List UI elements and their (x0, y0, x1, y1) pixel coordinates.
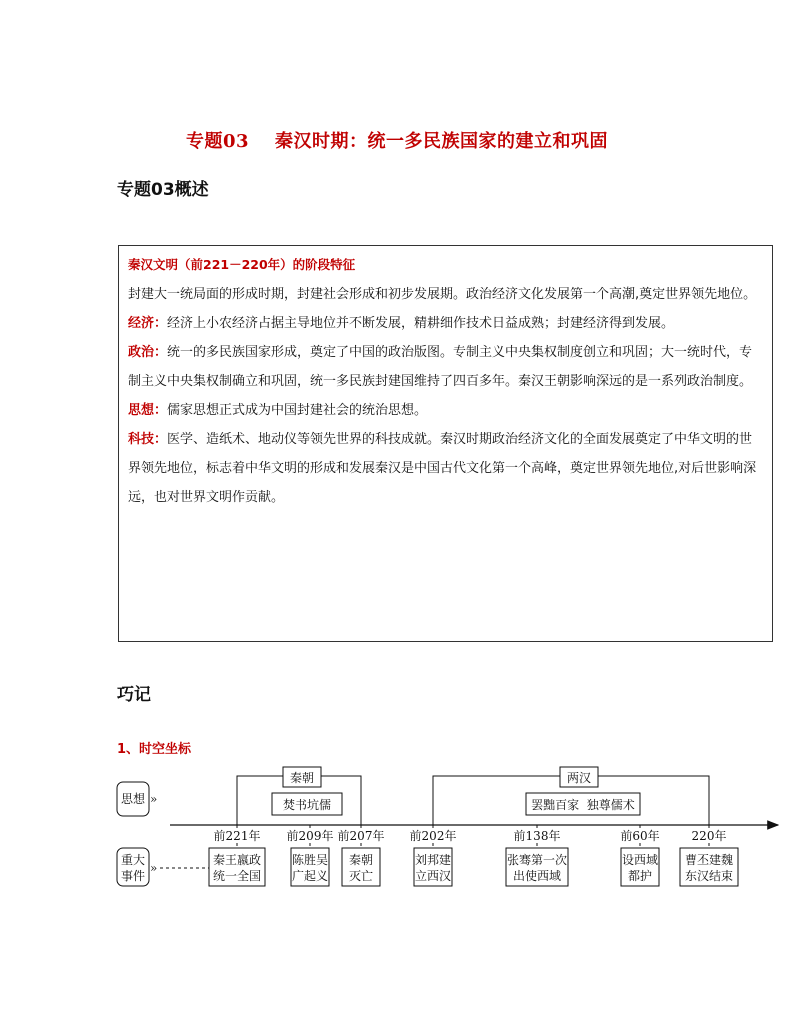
event-text: 曹丕建魏 (684, 853, 734, 867)
overview-heading: 专题03概述 (117, 180, 209, 200)
event-text: 统一全国 (212, 869, 262, 883)
events-chevron-icon: » (150, 861, 158, 875)
han-thought: 罢黜百家 独尊儒术 (531, 798, 635, 812)
thought-chevron-icon: » (150, 792, 158, 806)
event-text: 秦王嬴政 (212, 853, 262, 867)
timeline-year: 前221年 (213, 829, 261, 843)
event-text: 立西汉 (414, 869, 452, 883)
thought-label: 思想 (120, 792, 146, 806)
event-text: 都护 (627, 869, 653, 883)
memory-heading: 巧记 (117, 685, 151, 705)
section-text: 统一的多民族国家形成，奠定了中国的政治版图。专制主义中央集权制度创立和巩固；大一统时代，专制主义中央集权制确立和巩固，统一多民族封建国维持了四百多年。秦汉王朝影响深远的是一系列政治制度。 (128, 345, 753, 389)
section-text: 医学、造纸术、地动仪等领先世界的科技成就。秦汉时期政治经济文化的全面发展奠定了中华文明的世界领先地位，标志着中华文明的形成和发展秦汉是中国古代文化第一个高峰，奠定世界领先地位,对后世影响深远，也对世界文明作贡献。 (128, 432, 757, 505)
timeline-year: 前60年 (620, 829, 660, 843)
timeline-year: 前207年 (337, 829, 385, 843)
timeline-year: 前202年 (409, 829, 457, 843)
event-text: 张骞第一次 (506, 853, 568, 867)
qin-label: 秦朝 (289, 771, 315, 785)
event-text: 设西域 (621, 853, 659, 867)
timeline-year: 前138年 (513, 829, 561, 843)
timeline-year: 220年 (691, 829, 727, 843)
timeline-year: 前209年 (286, 829, 334, 843)
events-label-line1: 重大 (120, 853, 146, 867)
timeline-subheading: 1、时空坐标 (117, 742, 192, 757)
event-text: 出使西域 (512, 869, 562, 883)
event-text: 东汉结束 (684, 869, 734, 883)
title-text: 秦汉时期：统一多民族国家的建立和巩固 (275, 131, 609, 152)
section-label: 科技： (128, 432, 168, 447)
section-text: 经济上小农经济占据主导地位并不断发展，精耕细作技术日益成熟；封建经济得到发展。 (167, 316, 675, 331)
event-text: 刘邦建 (414, 853, 452, 867)
qin-thought: 焚书坑儒 (282, 798, 332, 812)
box-heading: 秦汉文明（前221－220年）的阶段特征 (128, 257, 356, 272)
han-label: 两汉 (566, 771, 592, 785)
section-label: 政治： (128, 345, 168, 360)
title-code: 专题03 (185, 131, 250, 152)
event-text: 秦朝 (348, 853, 374, 867)
event-text: 陈胜吴 (291, 853, 329, 867)
section-label: 思想： (128, 403, 168, 418)
event-text: 广起义 (291, 869, 329, 883)
section-text: 儒家思想正式成为中国封建社会的统治思想。 (167, 403, 428, 418)
section-label: 经济： (128, 316, 168, 331)
box-intro: 封建大一统局面的形成时期，封建社会形成和初步发展期。政治经济文化发展第一个高潮,奠定世界领先地位。 (128, 287, 757, 302)
events-label-line2: 事件 (120, 869, 146, 883)
event-text: 灭亡 (348, 869, 374, 883)
